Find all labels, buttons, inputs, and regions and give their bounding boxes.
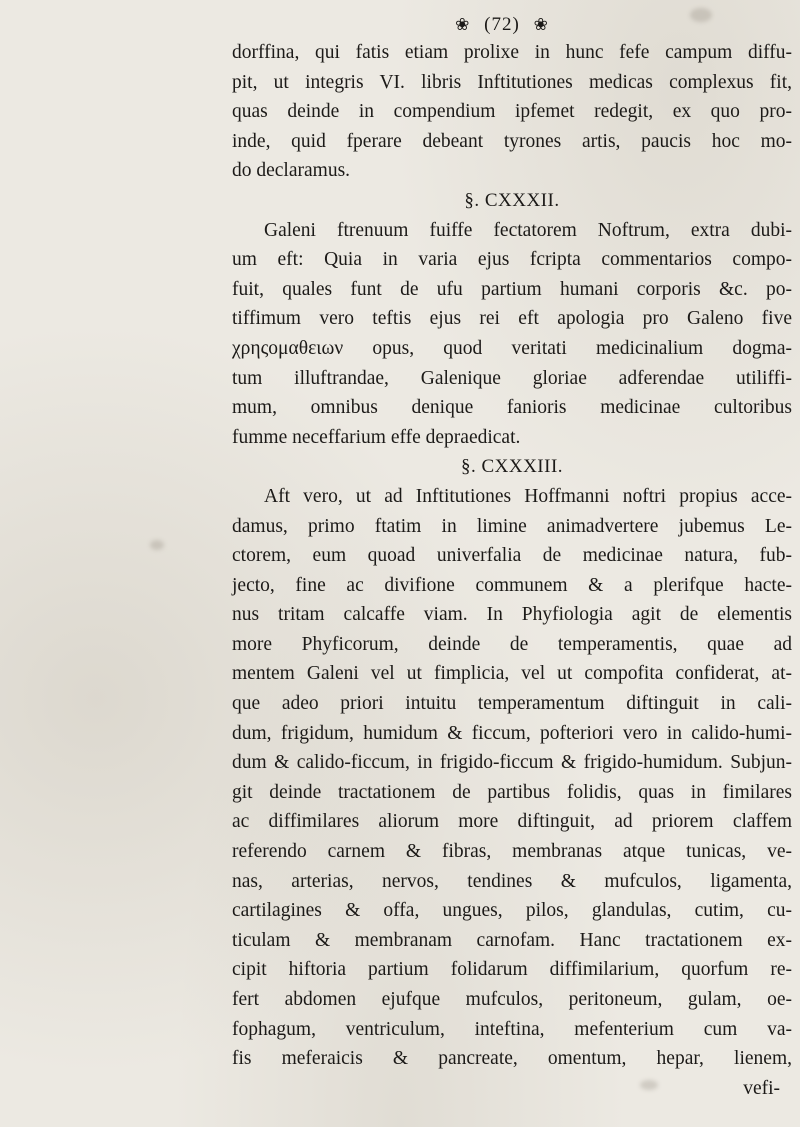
text-line: ctorem, eum quoad univerfalia de medicinae natura, fub- [232,545,792,567]
text-line: dum & calido-ficcum, in frigido-ficcum & frigido-humidum. Subjun- [232,752,792,774]
text-line: Galeni ftrenuum fuiffe fectatorem Noftrum, extra dubi- [264,219,792,241]
text-line: dum, frigidum, humidum & ficcum, pofteriori vero in calido-humi- [232,722,792,744]
page-number: (72) [484,14,520,35]
text-line: fuit, quales funt de ufu partium humani corporis &c. po- [232,278,792,300]
ornament-icon: ❀ [455,15,471,34]
text-line: nas, arterias, nervos, tendines & mufculos, ligamenta, [232,870,792,892]
text-line: jecto, fine ac divifione communem & a plerifque hacte- [232,574,792,596]
text-line: χρηςομαθειων opus, quod veritati medicinalium dogma- [232,337,792,359]
catchword: vefi- [743,1077,780,1099]
text-line: damus, primo ftatim in limine animadvertere jubemus Le- [232,515,792,537]
text-line: inde, quid fperare debeant tyrones artis, paucis hoc mo- [232,130,792,152]
text-line: more Phyficorum, deinde de temperamentis, quae ad [232,633,792,655]
section-cxxxiii [232,452,792,1103]
text-line: mentem Galeni vel ut fimplicia, vel ut compofita confiderat, at- [232,663,792,685]
text-line: referendo carnem & fibras, membranas atque tunicas, ve- [232,841,792,863]
text-line: do declaramus. [232,160,351,182]
text-line: cartilagines & offa, ungues, pilos, glandulas, cutim, cu- [232,900,792,922]
book-page [232,12,792,1112]
section-heading: §. CXXXIII. [460,456,564,478]
text-line: quas deinde in compendium ipfemet redegit, ex quo pro- [232,101,792,123]
text-line: git deinde tractationem de partibus folidis, quas in fimilares [232,781,792,803]
text-line: tum illuftrandae, Galenique gloriae adferendae utiliffi- [232,367,792,389]
text-line: cipit hiftoria partium folidarum diffimilarium, quorfum re- [232,959,792,981]
section-heading: §. CXXXII. [464,189,560,211]
text-line: mum, omnibus denique fanioris medicinae cultoribus [232,397,792,419]
text-line: ticulam & membranam carnofam. Hanc tractationem ex- [232,929,792,951]
running-head [212,12,792,38]
text-line: fumme neceffarium effe depraedicat. [232,426,521,448]
text-line: dorffina, qui fatis etiam prolixe in hunc fefe campum diffu- [232,42,792,63]
text-line: fophagum, ventriculum, inteftina, mefenterium cum va- [232,1018,792,1040]
paragraph-intro [232,38,792,186]
paper-stain [150,540,164,550]
text-line: nus tritam calcaffe viam. In Phyfiologia agit de elementis [232,604,792,626]
text-line: pit, ut integris VI. libris Inftitutiones medicas complexus fit, [232,71,792,93]
section-cxxxii [232,186,792,452]
text-line: fert abdomen ejufque mufculos, peritoneum, gulam, oe- [232,989,792,1010]
text-line: um eft: Quia in varia ejus fcripta commentarios compo- [232,249,792,271]
ornament-icon: ❀ [533,15,549,34]
text-line: tiffimum vero teftis ejus rei eft apologia pro Galeno five [232,308,792,330]
text-line: ac diffimilares aliorum more diftinguit, ad priorem claffem [232,811,792,833]
text-line: Aft vero, ut ad Inftitutiones Hoffmanni noftri propius acce- [264,485,792,507]
text-line: que adeo priori intuitu temperamentum diftinguit in cali- [232,693,792,715]
text-line: fis meferaicis & pancreate, omentum, hepar, lienem, [232,1048,792,1070]
